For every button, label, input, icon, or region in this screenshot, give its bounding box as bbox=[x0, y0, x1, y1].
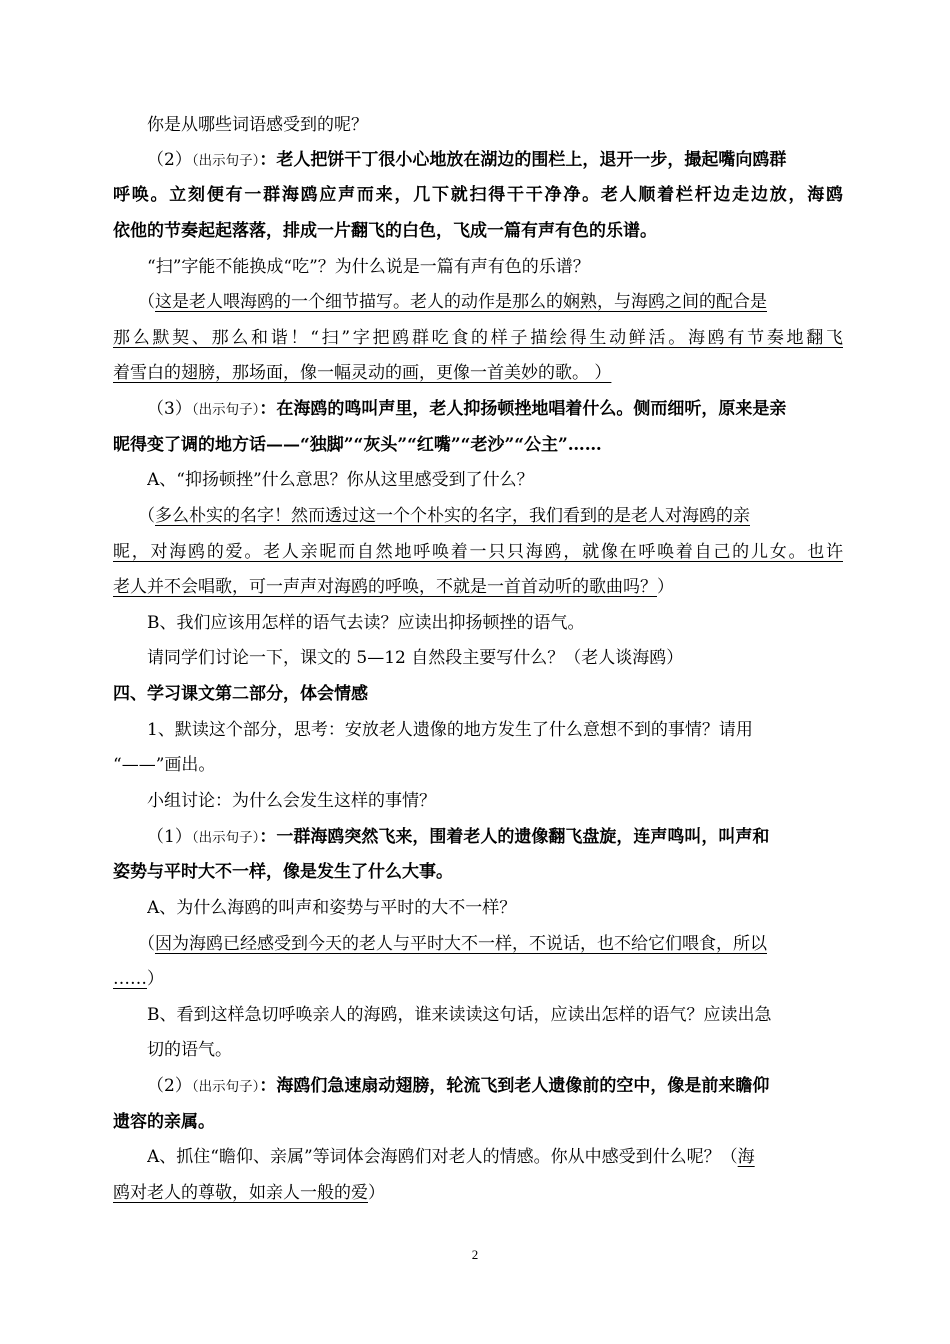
text-line: 遗容的亲属。 bbox=[113, 1112, 215, 1132]
section-heading: 四、学习课文第二部分，体会情感 bbox=[113, 684, 368, 704]
text-line: （多么朴实的名字！然而透过这一个个朴实的名字，我们看到的是老人对海鸥的亲 bbox=[138, 506, 750, 526]
text-line: 那么默契、那么和谐！“扫”字把鸥群吃食的样子描绘得生动鲜活。海鸥有节奏地翻飞 bbox=[113, 328, 843, 348]
text-line: A、抓住“瞻仰、亲属”等词体会海鸥们对老人的情感。你从中感受到什么呢？（海 bbox=[147, 1147, 755, 1167]
text-line: 请同学们讨论一下，课文的 5—12 自然段主要写什么？（老人谈海鸥） bbox=[147, 648, 684, 668]
text-line: B、我们应该用怎样的语气去读？应读出抑扬顿挫的语气。 bbox=[147, 613, 585, 633]
text-line: 呼唤。立刻便有一群海鸥应声而来，几下就扫得干干净净。老人顺着栏杆边走边放，海鸥 bbox=[113, 185, 843, 205]
text-line: 着雪白的翅膀，那场面，像一幅灵动的画，更像一首美妙的歌。 ） bbox=[113, 363, 612, 383]
text-line: “扫”字能不能换成“吃”？为什么说是一篇有声有色的乐谱？ bbox=[147, 257, 590, 277]
text-line: 昵，对海鸥的爱。老人亲昵而自然地呼唤着一只只海鸥，就像在呼唤着自己的儿女。也许 bbox=[113, 542, 843, 562]
text-line: （2）（出示句子）：老人把饼干丁很小心地放在湖边的围栏上，退开一步，撮起嘴向鸥群 bbox=[147, 150, 787, 170]
text-line: 1、默读这个部分，思考：安放老人遗像的地方发生了什么意想不到的事情？请用 bbox=[147, 720, 753, 740]
text-line: “——”画出。 bbox=[113, 755, 216, 775]
text-line: A、“抑扬顿挫”什么意思？你从这里感受到了什么？ bbox=[147, 470, 534, 490]
text-line: A、为什么海鸥的叫声和姿势与平时的大不一样？ bbox=[147, 898, 517, 918]
text-line: ……） bbox=[113, 969, 164, 989]
text-line: 你是从哪些词语感受到的呢？ bbox=[147, 115, 368, 135]
page-number: 2 bbox=[471, 1247, 479, 1262]
text-line: （3）（出示句子）：在海鸥的鸣叫声里，老人抑扬顿挫地唱着什么。侧而细听，原来是亲 bbox=[147, 399, 787, 419]
text-line: 姿势与平时大不一样，像是发生了什么大事。 bbox=[113, 862, 453, 882]
text-line: B、看到这样急切呼唤亲人的海鸥，谁来读读这句话，应读出怎样的语气？应读出急 bbox=[147, 1005, 772, 1025]
text-line: （因为海鸥已经感受到今天的老人与平时大不一样，不说话，也不给它们喂食，所以 bbox=[138, 934, 767, 954]
text-line: （2）（出示句子）：海鸥们急速扇动翅膀，轮流飞到老人遗像前的空中，像是前来瞻仰 bbox=[147, 1076, 770, 1096]
text-line: （这是老人喂海鸥的一个细节描写。老人的动作是那么的娴熟，与海鸥之间的配合是 bbox=[138, 292, 767, 312]
text-line: 昵得变了调的地方话——“独脚”“灰头”“红嘴”“老沙”“公主”…… bbox=[113, 435, 602, 455]
text-line: 依他的节奏起起落落，排成一片翻飞的白色，飞成一篇有声有色的乐谱。 bbox=[113, 221, 657, 241]
text-line: 老人并不会唱歌，可一声声对海鸥的呼唤，不就是一首首动听的歌曲吗？） bbox=[113, 577, 674, 597]
text-line: 切的语气。 bbox=[147, 1040, 232, 1060]
text-line: （1）（出示句子）：一群海鸥突然飞来，围着老人的遗像翻飞盘旋，连声鸣叫，叫声和 bbox=[147, 827, 770, 847]
text-line: 小组讨论：为什么会发生这样的事情？ bbox=[147, 791, 436, 811]
text-line: 鸥对老人的尊敬，如亲人一般的爱） bbox=[113, 1183, 385, 1203]
